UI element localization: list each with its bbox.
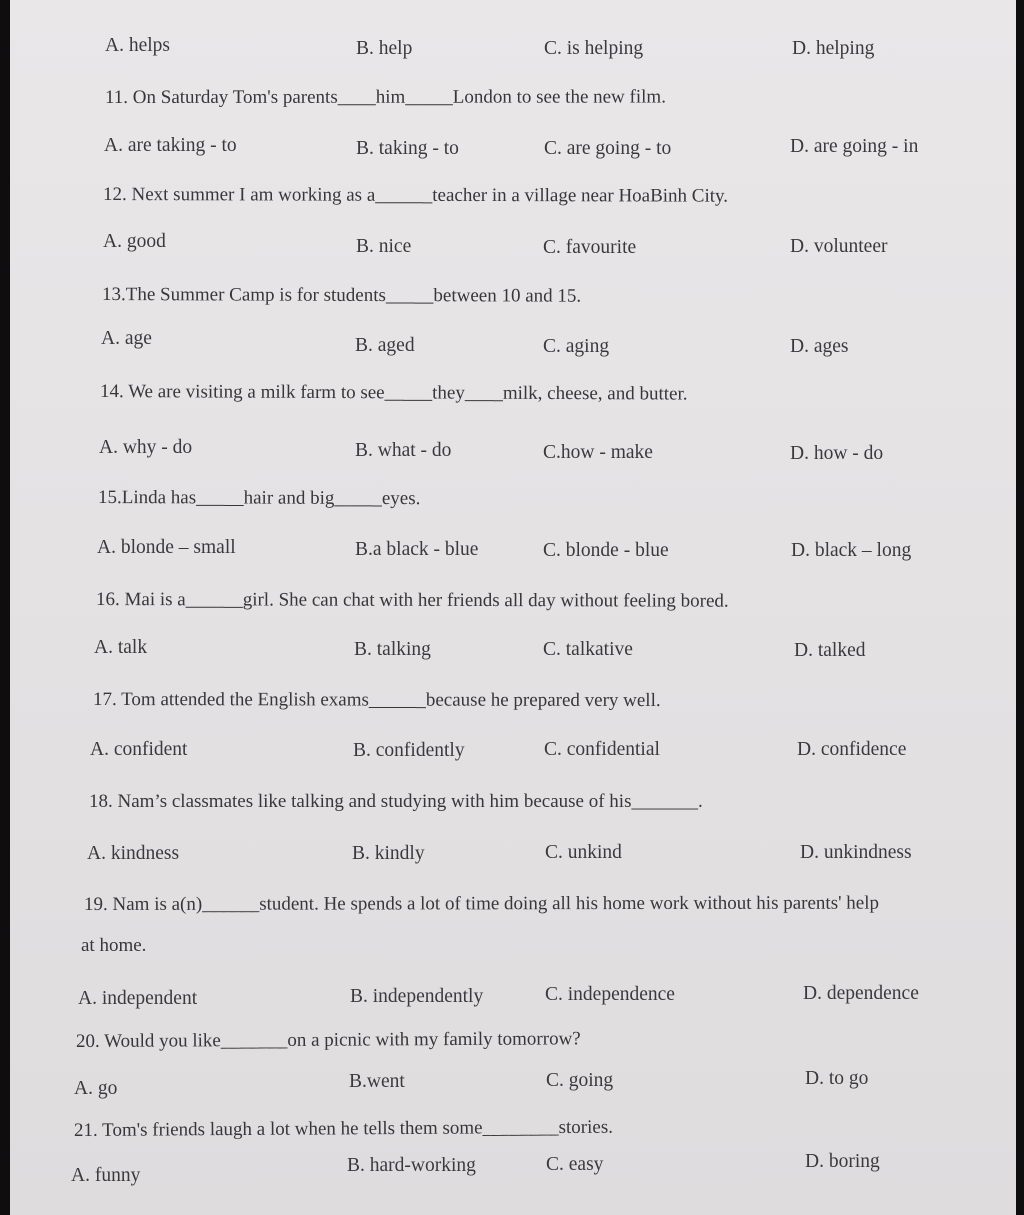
answer-option-d: D. talked bbox=[794, 640, 866, 661]
answer-option-a: A. helps bbox=[105, 35, 170, 56]
answer-option-a: A. are taking - to bbox=[104, 135, 237, 156]
exam-sheet bbox=[10, 0, 1016, 1215]
question-text: 14. We are visiting a milk farm to see_____they____milk, cheese, and butter. bbox=[99, 381, 688, 405]
answer-option-a: A. kindness bbox=[87, 843, 180, 864]
answer-option-d: D. volunteer bbox=[790, 236, 888, 257]
answer-option-b: B.a black - blue bbox=[355, 539, 479, 560]
answer-option-d: D. to go bbox=[805, 1068, 869, 1089]
answer-option-d: D. unkindness bbox=[800, 842, 912, 863]
answer-option-a: A. age bbox=[101, 328, 152, 349]
question-text: 12. Next summer I am working as a______teacher in a village near HoaBinh City. bbox=[102, 184, 729, 207]
question-text: 20. Would you like_______on a picnic with my family tomorrow? bbox=[75, 1028, 581, 1052]
answer-option-c: C.how - make bbox=[543, 442, 653, 463]
answer-option-b: B. what - do bbox=[355, 440, 452, 461]
question-text: 21. Tom's friends laugh a lot when he tells them some________stories. bbox=[73, 1116, 614, 1141]
answer-option-c: C. unkind bbox=[545, 842, 622, 863]
answer-option-d: D. are going - in bbox=[790, 136, 919, 157]
answer-option-b: B. independently bbox=[350, 986, 484, 1007]
answer-option-c: C. are going - to bbox=[544, 138, 672, 159]
answer-option-d: D. dependence bbox=[803, 983, 919, 1004]
question-text: at home. bbox=[81, 935, 147, 956]
answer-option-b: B. nice bbox=[356, 236, 412, 257]
answer-option-d: D. boring bbox=[805, 1151, 880, 1172]
answer-option-a: A. independent bbox=[78, 988, 198, 1009]
answer-option-a: A. talk bbox=[94, 637, 148, 658]
answer-option-c: C. blonde - blue bbox=[543, 540, 669, 561]
answer-option-b: B.went bbox=[349, 1071, 405, 1092]
question-text: 18. Nam’s classmates like talking and studying with him because of his_______. bbox=[89, 791, 703, 812]
answer-option-c: C. going bbox=[546, 1070, 614, 1091]
question-text: 13.The Summer Camp is for students_____between 10 and 15. bbox=[101, 284, 582, 307]
answer-option-d: D. ages bbox=[790, 336, 849, 357]
answer-option-d: D. helping bbox=[792, 38, 875, 59]
answer-option-a: A. funny bbox=[71, 1165, 141, 1186]
answer-option-b: B. aged bbox=[355, 335, 415, 356]
answer-option-c: C. talkative bbox=[543, 639, 633, 660]
answer-option-a: A. go bbox=[74, 1078, 118, 1099]
answer-option-a: A. why - do bbox=[99, 437, 193, 458]
answer-option-d: D. confidence bbox=[797, 739, 907, 760]
answer-option-b: B. taking - to bbox=[356, 138, 459, 159]
answer-option-b: B. kindly bbox=[352, 843, 425, 864]
question-text: 17. Tom attended the English exams______because he prepared very well. bbox=[92, 689, 661, 711]
answer-option-c: C. is helping bbox=[544, 38, 644, 59]
answer-option-d: D. how - do bbox=[790, 443, 884, 464]
question-text: 15.Linda has_____hair and big_____eyes. bbox=[97, 487, 421, 510]
answer-option-a: A. confident bbox=[90, 739, 188, 760]
answer-option-c: C. confidential bbox=[544, 739, 660, 760]
answer-option-c: C. independence bbox=[545, 984, 675, 1005]
answer-option-d: D. black – long bbox=[791, 540, 912, 561]
answer-option-c: C. easy bbox=[546, 1154, 604, 1175]
answer-option-b: B. talking bbox=[354, 639, 431, 660]
question-text: 11. On Saturday Tom's parents____him_____London to see the new film. bbox=[104, 86, 666, 108]
question-text: 19. Nam is a(n)______student. He spends a lot of time doing all his home work without his parents' help bbox=[83, 892, 880, 915]
question-text: 16. Mai is a______girl. She can chat with her friends all day without feeling bored. bbox=[95, 589, 729, 612]
answer-option-b: B. help bbox=[356, 38, 413, 59]
answer-option-b: B. hard-working bbox=[347, 1155, 476, 1176]
answer-option-b: B. confidently bbox=[353, 740, 465, 761]
answer-option-c: C. aging bbox=[543, 336, 610, 357]
answer-option-a: A. blonde – small bbox=[97, 537, 236, 558]
answer-option-c: C. favourite bbox=[543, 237, 637, 258]
answer-option-a: A. good bbox=[103, 231, 166, 252]
